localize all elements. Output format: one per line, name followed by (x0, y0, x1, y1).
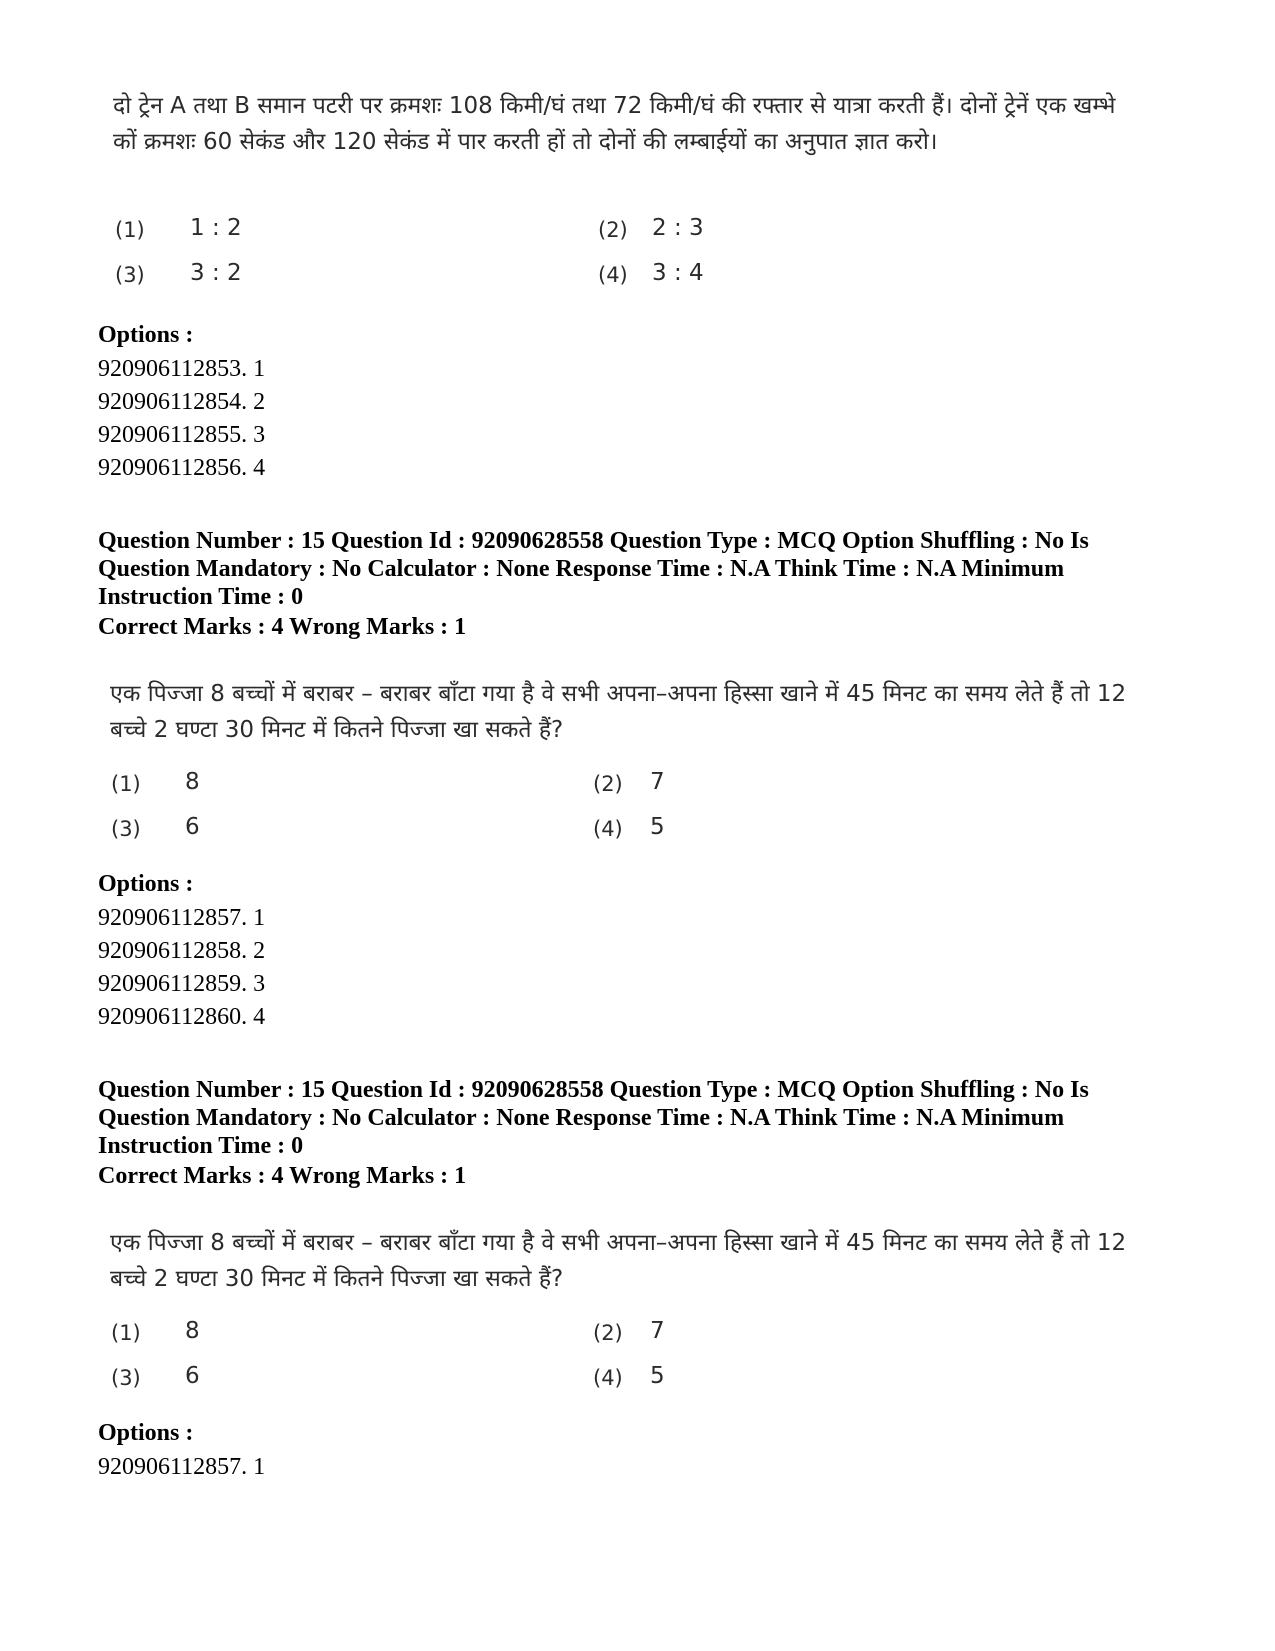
option-id-line: 920906112853. 1 (98, 356, 266, 382)
choice-value: 6 (185, 814, 200, 840)
option-id-line: 920906112855. 3 (98, 422, 266, 448)
question-text: एक पिज्जा 8 बच्चों में बराबर – बराबर बाँटा गया है वे सभी अपना–अपना हिस्सा खाने में 45 मिनट का समय लेते हैं तो 12 बच्चे 2 घण्टा 30 मिनट में कितने पिज्जा खा सकते हैं? (110, 681, 1127, 743)
choice-value: 8 (185, 1318, 200, 1344)
option-id-line: 920906112857. 1 (98, 1454, 266, 1480)
choice-value: 1 : 2 (190, 215, 242, 241)
option-id-line: 920906112859. 3 (98, 971, 266, 997)
option-id-line: 920906112858. 2 (98, 938, 266, 964)
choice-value: 7 (650, 1318, 665, 1344)
choice-number: (4) (598, 263, 628, 287)
marks-line: Correct Marks : 4 Wrong Marks : 1 (98, 614, 467, 640)
choice-number: (3) (115, 263, 145, 287)
choice-number: (2) (598, 218, 628, 242)
choice-number: (1) (111, 1321, 141, 1345)
choice-value: 6 (185, 1363, 200, 1389)
question-meta: Question Number : 15 Question Id : 92090628558 Question Type : MCQ Option Shuffling : No Is Question Mandatory : No Calculator : None Response Time : N.A Think Time : N.A Minimum Instruction Time : 0 (98, 1077, 1089, 1159)
options-label: Options : (98, 322, 194, 348)
option-id-line: 920906112857. 1 (98, 905, 266, 931)
question-text: एक पिज्जा 8 बच्चों में बराबर – बराबर बाँटा गया है वे सभी अपना–अपना हिस्सा खाने में 45 मिनट का समय लेते हैं तो 12 बच्चे 2 घण्टा 30 मिनट में कितने पिज्जा खा सकते हैं? (110, 1230, 1127, 1292)
question-meta: Question Number : 15 Question Id : 92090628558 Question Type : MCQ Option Shuffling : No Is Question Mandatory : No Calculator : None Response Time : N.A Think Time : N.A Minimum Instruction Time : 0 (98, 528, 1089, 610)
choice-number: (1) (115, 218, 145, 242)
choice-number: (1) (111, 772, 141, 796)
choice-value: 3 : 2 (190, 260, 242, 286)
question-text: दो ट्रेन A तथा B समान पटरी पर क्रमशः 108 किमी/घं तथा 72 किमी/घं की रफ्तार से यात्रा करती हैं। दोनों ट्रेनें एक खम्भे कों क्रमशः 60 सेकंड और 120 सेकंड में पार करती हों तो दोनों की लम्बाईयों का अनुपात ज्ञात करो। (113, 93, 1116, 155)
options-label: Options : (98, 1420, 194, 1446)
options-label: Options : (98, 871, 194, 897)
choice-number: (2) (593, 772, 623, 796)
marks-line: Correct Marks : 4 Wrong Marks : 1 (98, 1163, 467, 1189)
choice-value: 5 (650, 814, 665, 840)
option-id-line: 920906112856. 4 (98, 455, 266, 481)
choice-value: 7 (650, 769, 665, 795)
choice-number: (4) (593, 817, 623, 841)
choice-number: (2) (593, 1321, 623, 1345)
choice-value: 2 : 3 (652, 215, 704, 241)
choice-number: (3) (111, 817, 141, 841)
choice-value: 8 (185, 769, 200, 795)
option-id-line: 920906112854. 2 (98, 389, 266, 415)
choice-number: (4) (593, 1366, 623, 1390)
choice-value: 5 (650, 1363, 665, 1389)
choice-value: 3 : 4 (652, 260, 704, 286)
choice-number: (3) (111, 1366, 141, 1390)
option-id-line: 920906112860. 4 (98, 1004, 266, 1030)
